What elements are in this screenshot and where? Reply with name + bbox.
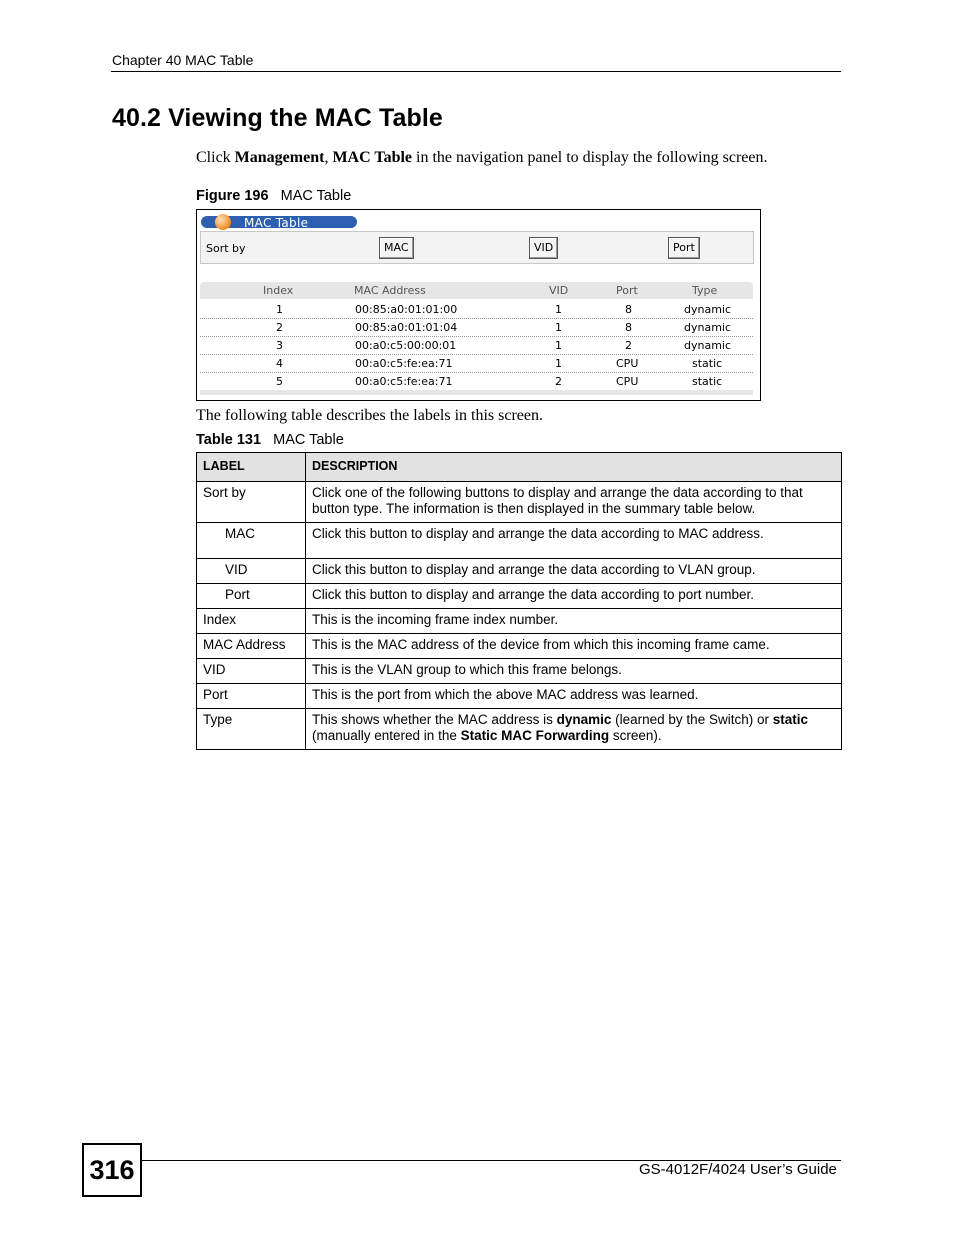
- sort-port-button[interactable]: Port: [668, 237, 700, 259]
- col-mac-address: MAC Address: [354, 284, 426, 297]
- row-label: VID: [197, 559, 306, 584]
- section-title: 40.2 Viewing the MAC Table: [112, 104, 443, 132]
- row-label: Port: [197, 684, 306, 709]
- cell-type: static: [692, 357, 723, 370]
- row-description: This is the port from which the above MAC address was learned.: [306, 684, 842, 709]
- table-row: [200, 337, 753, 355]
- table-row: [197, 634, 842, 659]
- table-row: [197, 482, 842, 523]
- sort-mac-button[interactable]: MAC: [379, 237, 414, 259]
- row-description: Click this button to display and arrange the data according to MAC address.: [306, 523, 842, 559]
- cell-port: 8: [625, 321, 632, 334]
- row-label: MAC Address: [197, 634, 306, 659]
- screen-title: MAC Table: [244, 216, 309, 230]
- cell-index: 1: [276, 303, 283, 316]
- row-description: This is the VLAN group to which this frame belongs.: [306, 659, 842, 684]
- cell-vid: 1: [555, 321, 562, 334]
- cell-vid: 1: [555, 303, 562, 316]
- row-description: Click this button to display and arrange the data according to port number.: [306, 584, 842, 609]
- row-description: Click one of the following buttons to display and arrange the data according to that button type. The information is then displayed in the summary table below.: [306, 482, 842, 523]
- table-row: [200, 355, 753, 373]
- guide-name: GS-4012F/4024 User’s Guide: [639, 1161, 837, 1178]
- intro-paragraph: Click Management, MAC Table in the navigation panel to display the following screen.: [196, 149, 768, 166]
- cell-mac: 00:a0:c5:fe:ea:71: [355, 375, 453, 388]
- table-row: [197, 659, 842, 684]
- row-label: Type: [197, 709, 306, 750]
- header-rule: [111, 71, 841, 72]
- cell-mac: 00:85:a0:01:01:04: [355, 321, 458, 334]
- mac-table-footer: [200, 390, 753, 395]
- description-header: DESCRIPTION: [306, 453, 842, 482]
- label-description-table: [196, 452, 842, 750]
- mac-table-screenshot: [196, 209, 761, 401]
- cell-type: dynamic: [684, 303, 732, 316]
- cell-mac: 00:a0:c5:fe:ea:71: [355, 357, 453, 370]
- cell-index: 4: [276, 357, 283, 370]
- row-description: This is the incoming frame index number.: [306, 609, 842, 634]
- table-row: [197, 523, 842, 559]
- cell-type: static: [692, 375, 723, 388]
- col-index: Index: [263, 284, 294, 297]
- figure-caption: Figure 196 MAC Table: [196, 188, 352, 204]
- table-row: [197, 584, 842, 609]
- description-line: The following table describes the labels in this screen.: [196, 407, 544, 424]
- table-caption: Table 131 MAC Table: [196, 432, 344, 448]
- table-row: [197, 559, 842, 584]
- cell-port: CPU: [616, 375, 639, 388]
- col-type: Type: [692, 284, 718, 297]
- sort-vid-button[interactable]: VID: [529, 237, 558, 259]
- cell-port: 8: [625, 303, 632, 316]
- row-label: Index: [197, 609, 306, 634]
- row-label: VID: [197, 659, 306, 684]
- row-description: This is the MAC address of the device from which this incoming frame came.: [306, 634, 842, 659]
- cell-mac: 00:a0:c5:00:00:01: [355, 339, 457, 352]
- cell-index: 5: [276, 375, 283, 388]
- table-row: [200, 319, 753, 337]
- page-number: 316: [82, 1143, 142, 1197]
- cell-index: 3: [276, 339, 283, 352]
- cell-type: dynamic: [684, 321, 732, 334]
- cell-mac: 00:85:a0:01:01:00: [355, 303, 458, 316]
- table-header-row: [197, 453, 842, 482]
- col-vid: VID: [549, 284, 569, 297]
- orange-dot-icon: [215, 214, 231, 230]
- cell-port: 2: [625, 339, 632, 352]
- running-header: Chapter 40 MAC Table: [112, 52, 254, 68]
- label-header: LABEL: [197, 453, 306, 482]
- table-row: [200, 301, 753, 319]
- cell-vid: 2: [555, 375, 562, 388]
- row-description: Click this button to display and arrange the data according to VLAN group.: [306, 559, 842, 584]
- row-label: Sort by: [197, 482, 306, 523]
- table-row: [197, 609, 842, 634]
- row-label: MAC: [197, 523, 306, 559]
- sort-by-label: Sort by: [206, 242, 246, 255]
- cell-index: 2: [276, 321, 283, 334]
- cell-port: CPU: [616, 357, 639, 370]
- mac-table-header: [200, 282, 753, 299]
- row-description: This shows whether the MAC address is dynamic (learned by the Switch) or static (manually entered in the Static MAC Forwarding screen).: [306, 709, 842, 750]
- cell-type: dynamic: [684, 339, 732, 352]
- table-row: [200, 373, 753, 391]
- table-row: [197, 684, 842, 709]
- cell-vid: 1: [555, 339, 562, 352]
- table-row: [197, 709, 842, 750]
- row-label: Port: [197, 584, 306, 609]
- sort-bar: [200, 231, 754, 264]
- cell-vid: 1: [555, 357, 562, 370]
- col-port: Port: [616, 284, 638, 297]
